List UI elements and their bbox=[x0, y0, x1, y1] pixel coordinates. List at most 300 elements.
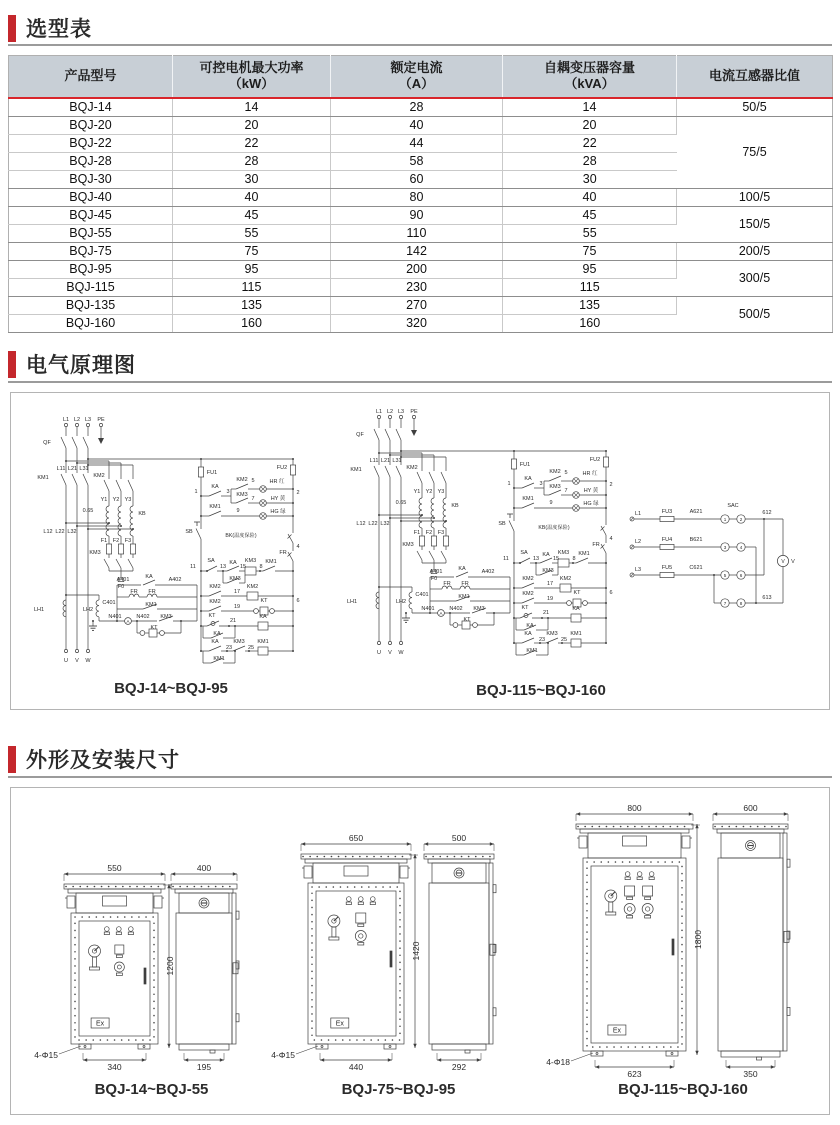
svg-text:PE: PE bbox=[410, 409, 418, 415]
table-cell: BQJ-45 bbox=[9, 206, 173, 224]
svg-text:800: 800 bbox=[627, 803, 642, 813]
svg-text:F1: F1 bbox=[413, 530, 421, 536]
col-header-model: 产品型号 bbox=[9, 56, 173, 98]
svg-text:L11: L11 bbox=[369, 458, 379, 464]
table-cell: 75/5 bbox=[677, 116, 833, 188]
svg-text:SA: SA bbox=[207, 558, 215, 564]
svg-text:612: 612 bbox=[762, 510, 772, 516]
svg-text:1800: 1800 bbox=[693, 930, 703, 949]
svg-text:V: V bbox=[388, 650, 392, 656]
svg-text:4-Φ18: 4-Φ18 bbox=[546, 1057, 570, 1067]
svg-text:LH1: LH1 bbox=[33, 607, 45, 613]
svg-text:25: 25 bbox=[560, 637, 568, 643]
svg-text:L3: L3 bbox=[84, 417, 92, 423]
svg-text:F3: F3 bbox=[437, 530, 445, 536]
svg-text:23: 23 bbox=[225, 645, 233, 651]
svg-text:SA: SA bbox=[520, 550, 528, 556]
svg-text:QF: QF bbox=[43, 440, 51, 446]
schematic-panel bbox=[10, 392, 830, 710]
table-cell: 55 bbox=[173, 224, 331, 242]
svg-text:KB: KB bbox=[451, 503, 459, 509]
svg-text:8: 8 bbox=[739, 600, 743, 606]
svg-text:L3: L3 bbox=[397, 409, 405, 415]
table-cell: 60 bbox=[331, 170, 503, 188]
table-cell: BQJ-30 bbox=[9, 170, 173, 188]
metering-circuit bbox=[630, 503, 795, 607]
svg-text:N402: N402 bbox=[449, 606, 463, 612]
table-cell: 75 bbox=[173, 242, 331, 260]
svg-text:7: 7 bbox=[251, 496, 255, 502]
svg-text:FR: FR bbox=[592, 542, 600, 548]
svg-text:V: V bbox=[791, 559, 795, 565]
svg-text:KM1: KM1 bbox=[350, 467, 362, 473]
svg-text:KM2: KM2 bbox=[209, 584, 221, 590]
table-cell: 22 bbox=[503, 134, 677, 152]
svg-text:L22: L22 bbox=[368, 521, 378, 527]
svg-text:BQJ-75~BQJ-95: BQJ-75~BQJ-95 bbox=[341, 1081, 456, 1098]
svg-text:KA: KA bbox=[213, 631, 221, 637]
svg-text:HG 绿: HG 绿 bbox=[270, 509, 286, 515]
svg-text:B621: B621 bbox=[689, 537, 703, 543]
table-cell: BQJ-28 bbox=[9, 152, 173, 170]
svg-text:KM3: KM3 bbox=[160, 614, 172, 620]
svg-text:KM2: KM2 bbox=[549, 469, 561, 475]
svg-text:2: 2 bbox=[739, 516, 743, 522]
svg-text:Y1: Y1 bbox=[100, 497, 108, 503]
svg-text:KM3: KM3 bbox=[557, 550, 570, 556]
svg-text:KM3: KM3 bbox=[402, 542, 414, 548]
svg-text:U: U bbox=[64, 658, 68, 664]
svg-text:1420: 1420 bbox=[411, 941, 421, 961]
svg-text:8: 8 bbox=[259, 564, 263, 570]
svg-text:350: 350 bbox=[743, 1069, 758, 1079]
svg-text:A402: A402 bbox=[481, 569, 495, 575]
svg-text:N401: N401 bbox=[421, 606, 435, 612]
svg-text:LH1: LH1 bbox=[346, 599, 358, 605]
section-divider bbox=[8, 776, 832, 778]
svg-text:KM1: KM1 bbox=[578, 551, 590, 557]
svg-text:L32: L32 bbox=[380, 521, 390, 527]
svg-text:11: 11 bbox=[503, 556, 509, 562]
svg-text:2: 2 bbox=[609, 482, 613, 488]
svg-text:PE: PE bbox=[97, 417, 105, 423]
svg-text:FU2: FU2 bbox=[589, 457, 601, 463]
svg-text:F0: F0 bbox=[430, 576, 438, 582]
svg-text:L12: L12 bbox=[356, 521, 366, 527]
table-cell: BQJ-95 bbox=[9, 260, 173, 278]
svg-text:4-Φ15: 4-Φ15 bbox=[34, 1050, 58, 1060]
table-cell: 22 bbox=[173, 134, 331, 152]
svg-text:Y2: Y2 bbox=[112, 497, 120, 503]
svg-text:6: 6 bbox=[609, 590, 613, 596]
svg-text:BQJ-14~BQJ-95: BQJ-14~BQJ-95 bbox=[114, 680, 228, 697]
svg-text:KM2: KM2 bbox=[209, 599, 221, 605]
svg-text:292: 292 bbox=[451, 1062, 467, 1072]
svg-text:L2: L2 bbox=[634, 539, 642, 545]
table-cell: 55 bbox=[503, 224, 677, 242]
table-cell: 50/5 bbox=[677, 98, 833, 117]
svg-text:KM3: KM3 bbox=[549, 484, 561, 490]
svg-text:19: 19 bbox=[233, 604, 241, 610]
table-cell: 95 bbox=[173, 260, 331, 278]
table-cell: 40 bbox=[173, 188, 331, 206]
svg-text:4: 4 bbox=[739, 544, 743, 550]
svg-text:N401: N401 bbox=[108, 614, 122, 620]
svg-text:W: W bbox=[85, 658, 91, 664]
svg-text:KT: KT bbox=[573, 590, 581, 596]
svg-text:KA: KA bbox=[524, 476, 532, 482]
col-header-kva: 自耦变压器容量 （kVA） bbox=[503, 56, 677, 98]
table-cell: 30 bbox=[173, 170, 331, 188]
svg-text:HR 红: HR 红 bbox=[269, 479, 285, 485]
svg-text:1: 1 bbox=[194, 489, 198, 495]
svg-text:FR: FR bbox=[279, 550, 287, 556]
table-cell: 28 bbox=[173, 152, 331, 170]
svg-text:A402: A402 bbox=[168, 577, 182, 583]
svg-text:FU2: FU2 bbox=[276, 465, 288, 471]
svg-text:SB: SB bbox=[185, 529, 193, 535]
svg-text:BQJ-115~BQJ-160: BQJ-115~BQJ-160 bbox=[618, 1081, 748, 1098]
table-cell: BQJ-75 bbox=[9, 242, 173, 260]
table-cell: 320 bbox=[331, 314, 503, 332]
col-header-power: 可控电机最大功率 （kW） bbox=[173, 56, 331, 98]
svg-text:KA: KA bbox=[229, 560, 237, 566]
table-cell: BQJ-115 bbox=[9, 278, 173, 296]
section-title-schematic: 电气原理图 bbox=[26, 354, 136, 377]
svg-text:21: 21 bbox=[229, 618, 237, 624]
svg-text:KM1: KM1 bbox=[526, 648, 538, 654]
svg-text:4: 4 bbox=[296, 544, 300, 550]
svg-text:F0: F0 bbox=[117, 584, 125, 590]
table-cell: 500/5 bbox=[677, 296, 833, 332]
svg-text:FR: FR bbox=[148, 589, 156, 595]
svg-text:L11: L11 bbox=[56, 466, 66, 472]
svg-text:KA: KA bbox=[526, 623, 534, 629]
table-cell: 95 bbox=[503, 260, 677, 278]
starter-schematic bbox=[34, 417, 300, 664]
svg-text:KM2: KM2 bbox=[406, 465, 418, 471]
table-cell: 45 bbox=[503, 206, 677, 224]
svg-text:N402: N402 bbox=[136, 614, 150, 620]
svg-text:9: 9 bbox=[236, 508, 240, 514]
svg-text:KM1: KM1 bbox=[145, 602, 157, 608]
svg-text:5: 5 bbox=[723, 572, 727, 578]
section-title-outline: 外形及安装尺寸 bbox=[26, 749, 180, 772]
table-cell: 160 bbox=[173, 314, 331, 332]
table-cell: 142 bbox=[331, 242, 503, 260]
svg-text:BK(温度保险): BK(温度保险) bbox=[225, 533, 257, 539]
svg-text:KM3: KM3 bbox=[542, 568, 554, 574]
table-cell: 150/5 bbox=[677, 206, 833, 242]
table-cell: 75 bbox=[503, 242, 677, 260]
svg-text:KT: KT bbox=[463, 617, 471, 623]
svg-text:HY 黄: HY 黄 bbox=[270, 496, 286, 502]
svg-text:LH2: LH2 bbox=[395, 599, 407, 605]
table-cell: 45 bbox=[173, 206, 331, 224]
svg-text:F1: F1 bbox=[100, 538, 108, 544]
svg-text:6: 6 bbox=[739, 572, 743, 578]
table-cell: 58 bbox=[331, 152, 503, 170]
svg-text:KM3: KM3 bbox=[236, 492, 248, 498]
svg-text:L21: L21 bbox=[67, 466, 78, 472]
svg-text:KA: KA bbox=[458, 566, 466, 572]
table-cell: 115 bbox=[173, 278, 331, 296]
cabinet-drawing bbox=[271, 833, 496, 1098]
svg-text:BQJ-115~BQJ-160: BQJ-115~BQJ-160 bbox=[476, 682, 606, 699]
svg-text:KM1: KM1 bbox=[209, 504, 221, 510]
table-row bbox=[9, 296, 833, 314]
svg-text:KM3: KM3 bbox=[244, 558, 257, 564]
svg-text:FU1: FU1 bbox=[519, 462, 531, 468]
svg-text:A401: A401 bbox=[116, 577, 130, 583]
svg-text:4: 4 bbox=[609, 536, 613, 542]
svg-text:F3: F3 bbox=[124, 538, 132, 544]
svg-text:1: 1 bbox=[507, 481, 511, 487]
table-cell: 80 bbox=[331, 188, 503, 206]
svg-text:Ex: Ex bbox=[96, 1020, 105, 1028]
table-cell: BQJ-22 bbox=[9, 134, 173, 152]
table-cell: 30 bbox=[503, 170, 677, 188]
svg-text:600: 600 bbox=[743, 803, 758, 813]
svg-text:623: 623 bbox=[627, 1069, 642, 1079]
svg-text:195: 195 bbox=[196, 1062, 212, 1072]
svg-text:C401: C401 bbox=[415, 592, 429, 598]
svg-text:KM1: KM1 bbox=[213, 656, 225, 662]
svg-text:Ex: Ex bbox=[612, 1027, 621, 1035]
table-cell: 14 bbox=[173, 98, 331, 117]
svg-text:V: V bbox=[75, 658, 79, 664]
svg-text:KM2: KM2 bbox=[236, 477, 248, 483]
svg-text:L2: L2 bbox=[73, 417, 81, 423]
table-cell: 90 bbox=[331, 206, 503, 224]
svg-text:KM2: KM2 bbox=[559, 576, 572, 582]
svg-text:A: A bbox=[439, 611, 443, 616]
table-cell: 200/5 bbox=[677, 242, 833, 260]
svg-text:FR: FR bbox=[443, 581, 451, 587]
svg-text:4-Φ15: 4-Φ15 bbox=[271, 1050, 295, 1060]
svg-text:7: 7 bbox=[564, 488, 568, 494]
section-title-selection: 选型表 bbox=[26, 18, 92, 41]
svg-text:13: 13 bbox=[219, 564, 227, 570]
svg-text:KM1: KM1 bbox=[37, 475, 49, 481]
svg-text:15: 15 bbox=[552, 556, 560, 562]
section-accent-bar bbox=[8, 746, 16, 773]
table-cell: BQJ-160 bbox=[9, 314, 173, 332]
svg-text:5: 5 bbox=[251, 478, 255, 484]
selection-table-header bbox=[9, 56, 833, 98]
svg-text:340: 340 bbox=[107, 1062, 122, 1072]
svg-text:KT: KT bbox=[208, 613, 216, 619]
svg-text:BQJ-14~BQJ-55: BQJ-14~BQJ-55 bbox=[94, 1081, 209, 1098]
svg-text:0.65: 0.65 bbox=[395, 500, 407, 506]
section-accent-bar bbox=[8, 351, 16, 378]
section-divider bbox=[8, 44, 832, 46]
outline-drawings bbox=[11, 788, 827, 1112]
svg-text:9: 9 bbox=[549, 500, 553, 506]
section-header-outline bbox=[8, 744, 180, 774]
svg-text:L2: L2 bbox=[386, 409, 394, 415]
svg-text:QF: QF bbox=[356, 432, 364, 438]
svg-text:650: 650 bbox=[348, 833, 364, 843]
svg-text:L1: L1 bbox=[375, 409, 383, 415]
svg-text:KT: KT bbox=[521, 605, 529, 611]
table-cell: 115 bbox=[503, 278, 677, 296]
svg-text:3: 3 bbox=[226, 489, 230, 495]
svg-text:KM1: KM1 bbox=[522, 496, 534, 502]
svg-text:19: 19 bbox=[546, 596, 554, 602]
svg-text:L22: L22 bbox=[55, 529, 65, 535]
svg-text:FR: FR bbox=[130, 589, 138, 595]
table-cell: BQJ-135 bbox=[9, 296, 173, 314]
svg-text:KM1: KM1 bbox=[458, 594, 470, 600]
table-cell: 230 bbox=[331, 278, 503, 296]
svg-text:KA: KA bbox=[259, 614, 267, 620]
table-cell: BQJ-40 bbox=[9, 188, 173, 206]
svg-text:Y1: Y1 bbox=[413, 489, 421, 495]
cabinet-drawing bbox=[546, 803, 790, 1098]
svg-text:23: 23 bbox=[538, 637, 546, 643]
col-header-ct-ratio: 电流互感器比值 bbox=[677, 56, 833, 98]
svg-text:C621: C621 bbox=[689, 565, 703, 571]
svg-text:L12: L12 bbox=[43, 529, 53, 535]
svg-text:U: U bbox=[377, 650, 381, 656]
svg-text:KM2: KM2 bbox=[522, 591, 534, 597]
svg-text:W: W bbox=[398, 650, 404, 656]
table-cell: 160 bbox=[503, 314, 677, 332]
svg-text:FU4: FU4 bbox=[661, 537, 673, 543]
svg-text:3: 3 bbox=[723, 544, 727, 550]
svg-text:Y3: Y3 bbox=[437, 489, 445, 495]
svg-text:KM3: KM3 bbox=[233, 639, 245, 645]
table-row bbox=[9, 206, 833, 224]
svg-text:HG 绿: HG 绿 bbox=[583, 501, 599, 507]
svg-text:C401: C401 bbox=[102, 600, 116, 606]
table-cell: 28 bbox=[331, 98, 503, 117]
svg-text:2: 2 bbox=[296, 490, 300, 496]
svg-text:400: 400 bbox=[196, 863, 212, 873]
svg-text:FR: FR bbox=[461, 581, 469, 587]
svg-text:SAC: SAC bbox=[727, 503, 739, 509]
svg-text:LH2: LH2 bbox=[82, 607, 94, 613]
svg-text:KT: KT bbox=[260, 598, 268, 604]
svg-text:500: 500 bbox=[451, 833, 467, 843]
table-cell: BQJ-14 bbox=[9, 98, 173, 117]
section-divider bbox=[8, 381, 832, 383]
svg-text:Y2: Y2 bbox=[425, 489, 433, 495]
svg-text:550: 550 bbox=[107, 863, 122, 873]
selection-table bbox=[8, 55, 833, 333]
svg-text:FU5: FU5 bbox=[661, 565, 673, 571]
section-header-schematic bbox=[8, 349, 136, 379]
svg-text:KT: KT bbox=[150, 625, 158, 631]
svg-text:KA: KA bbox=[524, 631, 532, 637]
svg-text:L31: L31 bbox=[79, 466, 89, 472]
table-cell: 40 bbox=[503, 188, 677, 206]
table-row bbox=[9, 98, 833, 117]
svg-text:A: A bbox=[126, 619, 130, 624]
svg-text:17: 17 bbox=[546, 581, 554, 587]
svg-text:KA: KA bbox=[211, 639, 219, 645]
svg-text:KA: KA bbox=[145, 574, 153, 580]
svg-text:KA: KA bbox=[542, 552, 550, 558]
svg-text:L21: L21 bbox=[380, 458, 391, 464]
svg-text:KA: KA bbox=[211, 484, 219, 490]
section-accent-bar bbox=[8, 15, 16, 42]
svg-text:SB: SB bbox=[498, 521, 506, 527]
table-cell: 14 bbox=[503, 98, 677, 117]
table-cell: 270 bbox=[331, 296, 503, 314]
table-cell: BQJ-20 bbox=[9, 116, 173, 134]
svg-text:L32: L32 bbox=[67, 529, 77, 535]
table-row bbox=[9, 116, 833, 134]
table-row bbox=[9, 242, 833, 260]
svg-text:KB(温度保险): KB(温度保险) bbox=[538, 525, 570, 531]
svg-text:F2: F2 bbox=[112, 538, 120, 544]
col-header-current: 额定电流 （A） bbox=[331, 56, 503, 98]
svg-text:KA: KA bbox=[572, 606, 580, 612]
svg-text:1: 1 bbox=[723, 516, 727, 522]
svg-text:KM3: KM3 bbox=[229, 576, 241, 582]
svg-text:15: 15 bbox=[239, 564, 247, 570]
svg-text:A401: A401 bbox=[429, 569, 443, 575]
svg-text:13: 13 bbox=[532, 556, 540, 562]
table-cell: 40 bbox=[331, 116, 503, 134]
table-cell: BQJ-55 bbox=[9, 224, 173, 242]
table-row bbox=[9, 260, 833, 278]
svg-text:FU3: FU3 bbox=[661, 509, 673, 515]
svg-text:25: 25 bbox=[247, 645, 255, 651]
svg-text:KM1: KM1 bbox=[570, 631, 582, 637]
svg-text:L3: L3 bbox=[634, 567, 642, 573]
svg-text:7: 7 bbox=[723, 600, 727, 606]
svg-text:KM3: KM3 bbox=[89, 550, 101, 556]
svg-text:KM1: KM1 bbox=[265, 559, 277, 565]
svg-text:L31: L31 bbox=[392, 458, 402, 464]
table-cell: 28 bbox=[503, 152, 677, 170]
svg-text:V: V bbox=[781, 559, 785, 565]
svg-text:17: 17 bbox=[233, 589, 241, 595]
svg-text:KM3: KM3 bbox=[473, 606, 485, 612]
table-cell: 44 bbox=[331, 134, 503, 152]
table-cell: 20 bbox=[173, 116, 331, 134]
svg-text:8: 8 bbox=[572, 556, 576, 562]
svg-text:L1: L1 bbox=[62, 417, 70, 423]
svg-text:11: 11 bbox=[190, 564, 196, 570]
table-cell: 100/5 bbox=[677, 188, 833, 206]
table-cell: 135 bbox=[503, 296, 677, 314]
svg-text:KM2: KM2 bbox=[522, 576, 534, 582]
svg-text:1200: 1200 bbox=[165, 956, 175, 976]
svg-text:HY 黄: HY 黄 bbox=[583, 488, 599, 494]
svg-text:Y3: Y3 bbox=[124, 497, 132, 503]
svg-text:KM1: KM1 bbox=[257, 639, 269, 645]
table-cell: 300/5 bbox=[677, 260, 833, 296]
svg-text:21: 21 bbox=[542, 610, 550, 616]
outline-panel bbox=[10, 787, 830, 1115]
table-row bbox=[9, 188, 833, 206]
svg-text:KM3: KM3 bbox=[546, 631, 558, 637]
svg-text:KM2: KM2 bbox=[246, 584, 259, 590]
section-header-selection bbox=[8, 13, 92, 43]
svg-text:613: 613 bbox=[762, 595, 772, 601]
table-cell: 110 bbox=[331, 224, 503, 242]
svg-text:F2: F2 bbox=[425, 530, 433, 536]
table-cell: 135 bbox=[173, 296, 331, 314]
svg-text:HR 红: HR 红 bbox=[582, 471, 598, 477]
svg-text:A621: A621 bbox=[689, 509, 703, 515]
svg-text:KM2: KM2 bbox=[93, 473, 105, 479]
svg-text:L1: L1 bbox=[634, 511, 642, 517]
